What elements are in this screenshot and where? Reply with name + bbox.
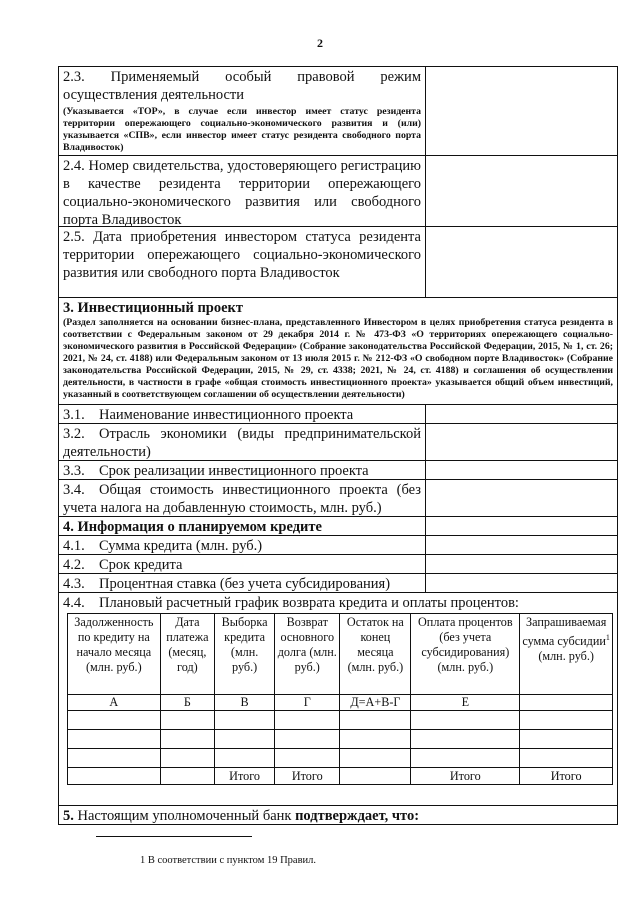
row-2-3-title: 2.3. Применяемый особый правовой режим осуществления деятельности (63, 69, 421, 103)
row-4-2-label: Срок кредита (99, 557, 183, 573)
total-principal-label: Итого (275, 768, 340, 785)
row-2-3-note: (Указывается «ТОР», в случае если инвестор имеет статус резидента территории опережающего социально-экономического развития и (или) указывается «СПВ», если инвестор имеет статус резидента свободного порта Владивосток) (63, 106, 421, 153)
row-3-3 (59, 461, 617, 480)
row-3-4-label: Общая стоимость инвестиционного проекта (без учета налога на добавленную стоимость, млн. руб.) (63, 482, 421, 516)
header-payment-date: Дата платежа (месяц, год) (160, 614, 215, 695)
row-2-4-label: 2.4. Номер свидетельства, удостоверяющего регистрацию в качестве резидента территории опережающего социально-экономического развития или свободного порта Владивосток (63, 158, 421, 228)
row-4-1-label: Сумма кредита (млн. руб.) (99, 538, 263, 554)
schedule-letter-row (68, 695, 613, 711)
section-5 (59, 806, 617, 824)
row-4-1-number: 4.1. (63, 538, 85, 554)
table-row[interactable] (68, 711, 613, 730)
row-3-1-number: 3.1. (63, 407, 85, 423)
row-3-1-value-cell[interactable] (426, 405, 617, 423)
header-interest-payment: Оплата процентов (без учета субсидирования) (млн. руб.) (411, 614, 520, 695)
row-3-4-value-cell[interactable] (426, 480, 617, 516)
row-3-3-label: Срок реализации инвестиционного проекта (99, 463, 369, 479)
letter-b: Б (160, 695, 215, 711)
row-4-3-value-cell[interactable] (426, 574, 617, 592)
section-5-number: 5. (63, 808, 74, 824)
row-4-3-label: Процентная ставка (без учета субсидирования) (99, 576, 391, 592)
row-2-5-value-cell[interactable] (426, 227, 617, 297)
section-5-bold-text: подтверждает, что: (295, 808, 420, 824)
row-4-4-label: Плановый расчетный график возврата кредита и оплаты процентов: (99, 595, 519, 611)
header-requested-subsidy-text: Запрашиваемая сумма субсидии (522, 615, 607, 649)
section-3-note: (Раздел заполняется на основании бизнес-плана, представленного Инвестором в целях приобретения статуса резидента в соответствии с Федеральным законом от 29 декабря 2014 г. № 473-ФЗ «О территориях опережающего социально-экономического развития в Российской Федерации» (Собрание законодательства Российской Федерации, 2015, № 1, ст. 26; 2021, № 24, ст. 4188) или Федеральным законом от 13 июля 2015 г. № 212-ФЗ «О свободном порте Владивосток» (Собрание законодательства Российской Федерации, 2015, № 29, ст. 4338; 2021, № 24, ст. 4188) и соглашения об осуществлении деятельности, в частности в графе «общая стоимость инвестиционного проекта» указывается общий объем инвестиций, указанный в соответствующем соглашении об осуществлении деятельности) (63, 317, 613, 400)
page-number: 2 (317, 36, 323, 50)
footnote-divider (96, 836, 252, 837)
header-credit-drawdown: Выборка кредита (млн. руб.) (215, 614, 275, 695)
total-drawdown-label: Итого (215, 768, 275, 785)
letter-v: В (215, 695, 275, 711)
row-3-2-value-cell[interactable] (426, 424, 617, 460)
letter-d-formula: Д=А+В-Г (340, 695, 411, 711)
row-2-3 (59, 67, 617, 156)
row-2-3-value-cell[interactable] (426, 67, 617, 155)
section-3-title: 3. Инвестиционный проект (63, 300, 244, 316)
row-3-2-label: Отрасль экономики (виды предпринимательской деятельности) (63, 426, 421, 460)
letter-e: Е (411, 695, 520, 711)
footnote-text: 1 В соответствии с пунктом 19 Правил. (140, 855, 317, 866)
row-3-1-label: Наименование инвестиционного проекта (99, 407, 354, 423)
row-4-4-number: 4.4. (63, 595, 85, 611)
row-3-4-number: 3.4. (63, 482, 85, 498)
letter-empty (520, 695, 613, 711)
letter-a: А (68, 695, 161, 711)
section-4-title: 4. Информация о планируемом кредите (59, 517, 426, 535)
row-3-2-number: 3.2. (63, 426, 85, 442)
row-4-2 (59, 555, 617, 574)
table-row[interactable] (68, 749, 613, 768)
row-3-1 (59, 405, 617, 424)
row-2-4 (59, 156, 617, 227)
footnote-ref: 1 (605, 633, 610, 642)
header-requested-subsidy-unit: (млн. руб.) (538, 649, 594, 664)
letter-g: Г (275, 695, 340, 711)
table-row[interactable] (68, 730, 613, 749)
row-4-1-value-cell[interactable] (426, 536, 617, 554)
header-requested-subsidy (520, 614, 613, 695)
schedule-header-row (68, 614, 613, 695)
row-3-3-value-cell[interactable] (426, 461, 617, 479)
row-2-4-value-cell[interactable] (426, 156, 617, 226)
row-2-5 (59, 227, 617, 298)
row-3-4 (59, 480, 617, 517)
total-interest-label: Итого (411, 768, 520, 785)
application-form (58, 66, 618, 825)
section-4 (59, 517, 617, 536)
section-3 (59, 298, 617, 405)
total-subsidy-label: Итого (520, 768, 613, 785)
row-3-3-number: 3.3. (63, 463, 85, 479)
row-4-2-number: 4.2. (63, 557, 85, 573)
repayment-schedule-table (67, 613, 613, 785)
section-5-text: Настоящим уполномоченный банк (77, 808, 296, 824)
header-balance-end: Остаток на конец месяца (млн. руб.) (340, 614, 411, 695)
header-debt-start: Задолженность по кредиту на начало месяца (млн. руб.) (68, 614, 161, 695)
row-4-2-value-cell[interactable] (426, 555, 617, 573)
schedule-total-row (68, 768, 613, 785)
row-4-4 (59, 593, 617, 806)
header-principal-repayment: Возврат основного долга (млн. руб.) (275, 614, 340, 695)
row-4-1 (59, 536, 617, 555)
row-4-3 (59, 574, 617, 593)
row-3-2 (59, 424, 617, 461)
row-4-3-number: 4.3. (63, 576, 85, 592)
row-2-5-label: 2.5. Дата приобретения инвестором статуса резидента территории опережающего социально-экономического развития или свободного порта Владивосток (63, 229, 421, 281)
